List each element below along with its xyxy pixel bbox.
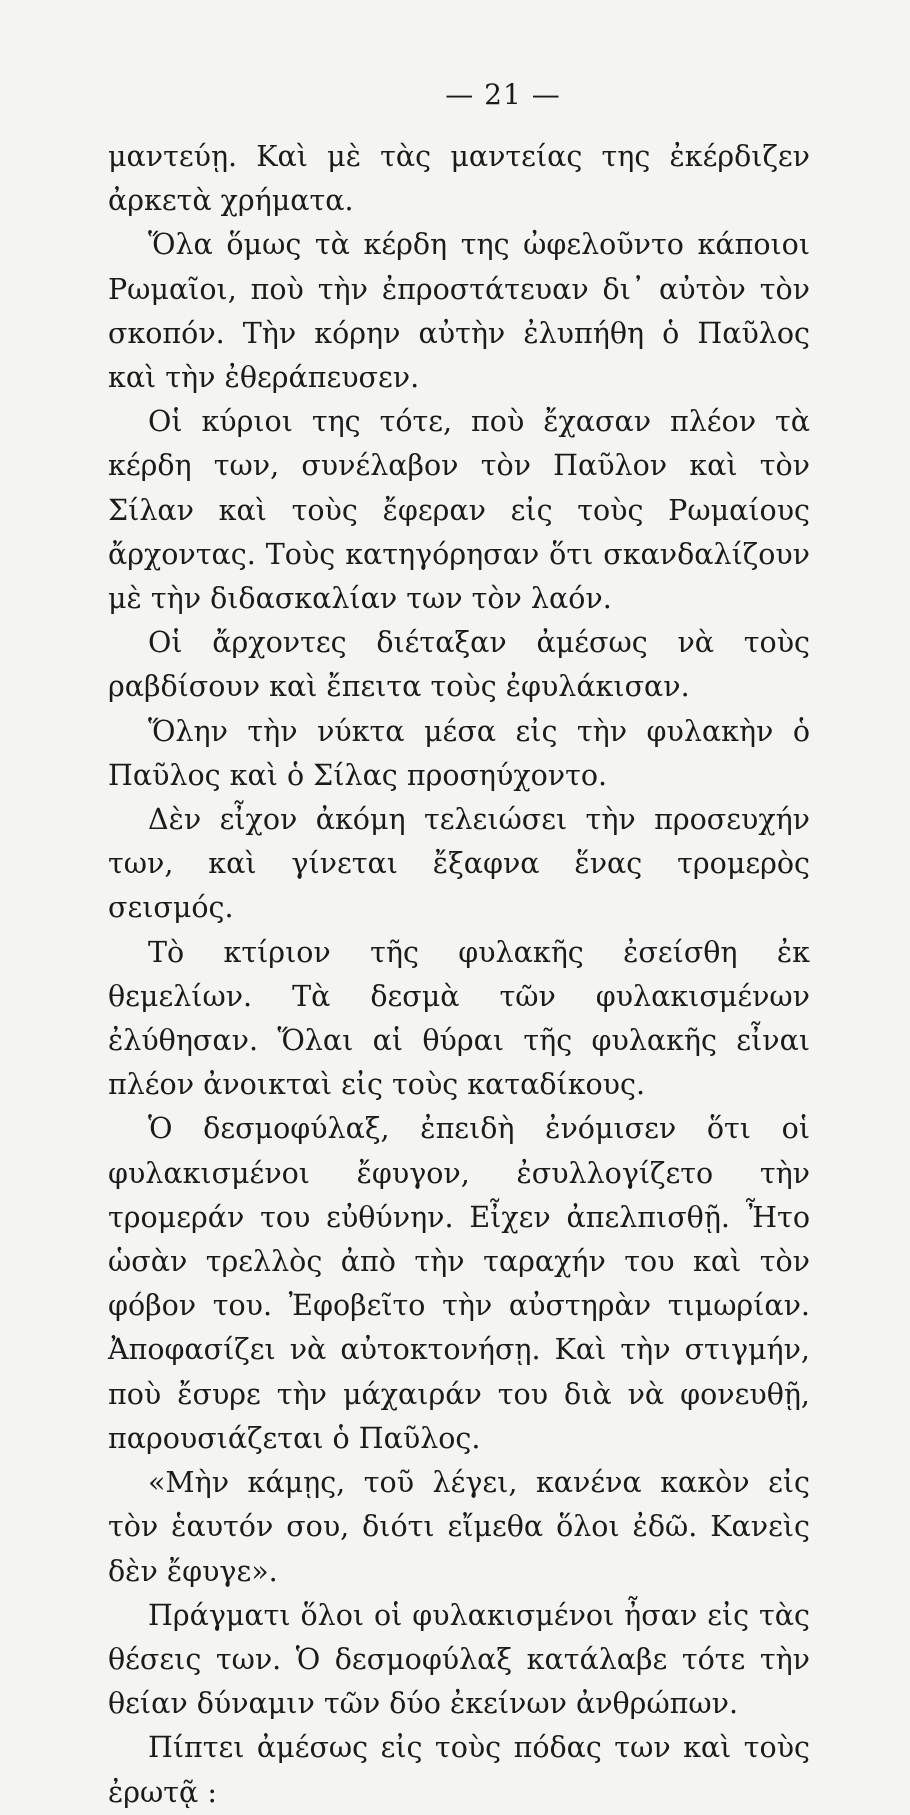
paragraph: Οἱ κύριοι της τότε, ποὺ ἔχασαν πλέον τὰ κέρδη των, συνέλαβον τὸν Παῦλον καὶ τὸν Σίλαν καὶ τοὺς ἔφεραν εἰς τοὺς Ρωμαίους ἄρχοντας. Τοὺς κατηγόρησαν ὅτι σκανδαλίζουν μὲ τὴν διδασκαλίαν των τὸν λαόν. bbox=[108, 405, 810, 616]
paragraph: μαντεύῃ. Καὶ μὲ τὰς μαντείας της ἐκέρδιζεν ἀρκετὰ χρήματα. bbox=[108, 140, 810, 218]
paragraph: Ὅλα ὅμως τὰ κέρδη της ὠφελοῦντο κάποιοι Ρωμαῖοι, ποὺ τὴν ἐπροστάτευαν δι᾽ αὐτὸν τὸν σκοπόν. Τὴν κόρην αὐτὴν ἐλυπήθη ὁ Παῦλος καὶ τὴν ἐθεράπευσεν. bbox=[108, 228, 810, 395]
paragraph: Πίπτει ἀμέσως εἰς τοὺς πόδας των καὶ τοὺς ἐρωτᾷ : bbox=[108, 1731, 810, 1809]
paragraph: Ὅλην τὴν νύκτα μέσα εἰς τὴν φυλακὴν ὁ Παῦλος καὶ ὁ Σίλας προσηύχοντο. bbox=[108, 714, 810, 792]
paragraph: Πράγματι ὅλοι οἱ φυλακισμένοι ἦσαν εἰς τὰς θέσεις των. Ὁ δεσμοφύλαξ κατάλαβε τότε τὴν θείαν δύναμιν τῶν δύο ἐκείνων ἀνθρώπων. bbox=[108, 1598, 810, 1721]
paragraph: Οἱ ἄρχοντες διέταξαν ἀμέσως νὰ τοὺς ραβδίσουν καὶ ἔπειτα τοὺς ἐφυλάκισαν. bbox=[108, 626, 810, 704]
page-number: — 21 — bbox=[445, 78, 561, 111]
paragraph: Δὲν εἶχον ἀκόμη τελειώσει τὴν προσευχήν των, καὶ γίνεται ἔξαφνα ἕνας τρομερὸς σεισμός. bbox=[108, 803, 810, 925]
paragraph: Ὁ δεσμοφύλαξ, ἐπειδὴ ἐνόμισεν ὅτι οἱ φυλακισμένοι ἔφυγον, ἐσυλλογίζετο τὴν τρομεράν του εὐθύνην. Εἶχεν ἀπελπισθῇ. Ἦτο ὡσὰν τρελλὸς ἀπὸ τὴν ταραχήν του καὶ τὸν φόβον του. Ἐφοβεῖτο τὴν αὐστηρὰν τιμωρίαν. Ἀποφασίζει νὰ αὐτοκτονήσῃ. Καὶ τὴν στιγμήν, ποὺ ἔσυρε τὴν μάχαιράν του διὰ νὰ φονευθῇ, παρουσιάζεται ὁ Παῦλος. bbox=[108, 1112, 810, 1455]
paragraph: «Μὴν κάμῃς, τοῦ λέγει, κανένα κακὸν εἰς τὸν ἑαυτόν σου, διότι εἴμεθα ὅλοι ἐδῶ. Κανεὶς δὲν ἔφυγε». bbox=[108, 1466, 810, 1588]
paragraph: Τὸ κτίριον τῆς φυλακῆς ἐσείσθη ἐκ θεμελίων. Τὰ δεσμὰ τῶν φυλακισμένων ἐλύθησαν. Ὅλαι αἱ θύραι τῆς φυλακῆς εἶναι πλέον ἀνοικταὶ εἰς τοὺς καταδίκους. bbox=[108, 935, 810, 1102]
body-text bbox=[108, 135, 810, 1815]
